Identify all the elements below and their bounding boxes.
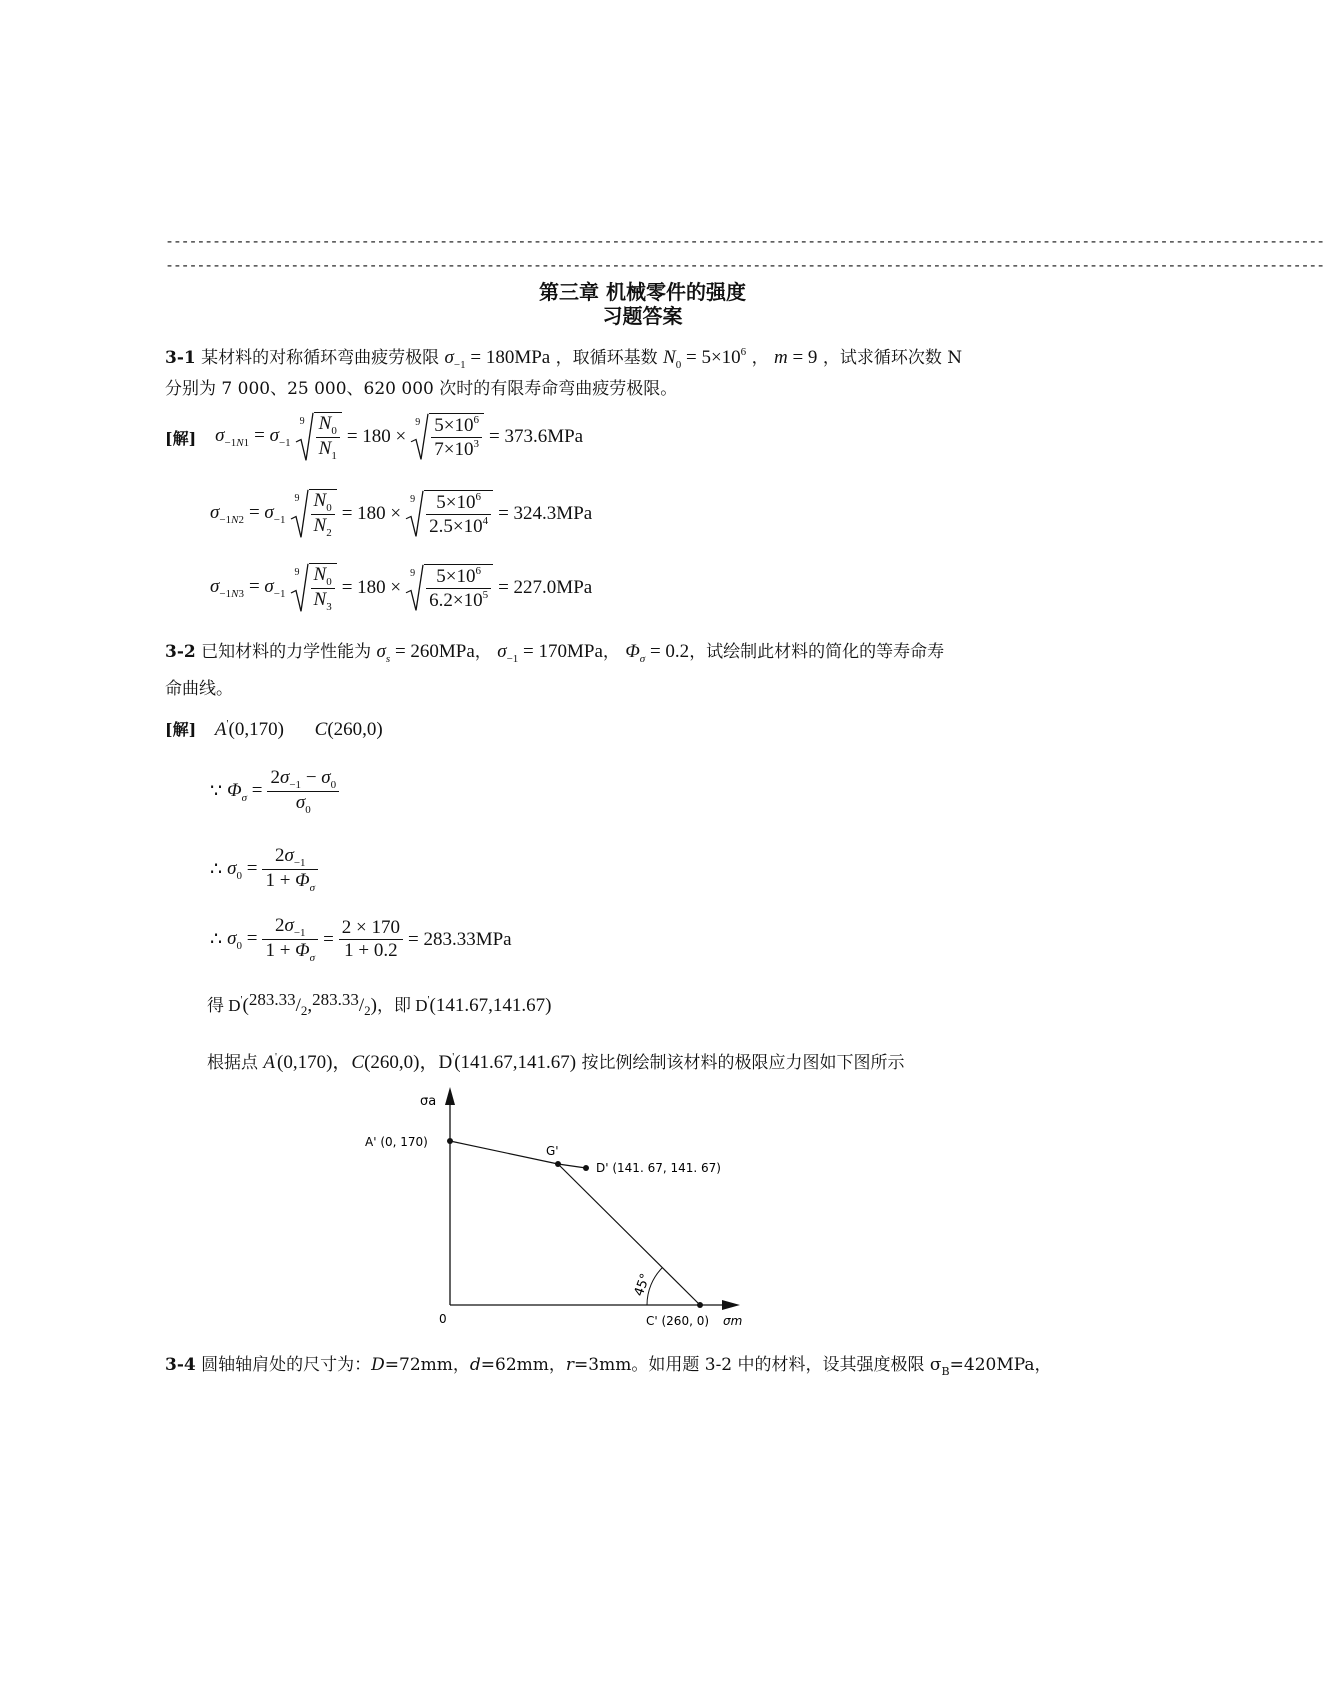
chapter-title: 第三章 机械零件的强度 — [539, 280, 746, 304]
solution-3-2-points: [解] A'(0,170) C(260,0) — [165, 718, 383, 740]
result: = 227.0MPa — [498, 577, 593, 598]
point-d-line: 得 $D'(283.33/_2,283.33/_2)$，即 D'(141.67,141.67) — [207, 990, 552, 1018]
text: 已知材料的力学性能为 — [201, 642, 372, 662]
problem-label: 3-4 — [165, 1355, 196, 1375]
text: ，试求循环次数 N — [822, 348, 963, 368]
ninth-root: 9 $\frac{5\times 10^6}{7\times 10^3}$ — [411, 413, 484, 461]
subtitle: 习题答案 — [602, 304, 683, 328]
exponent: 6 — [740, 346, 747, 358]
text: 某材料的对称循环弯曲疲劳极限 — [201, 348, 440, 368]
coefficient: = 180 × — [341, 503, 402, 524]
problem-3-4-line1: 3-4 圆轴轴肩处的尺寸为：D=72mm，d=62mm，r=3mm。如用题 3-2 中的材料，设其强度极限 $\sigma_B=420MPa$， — [165, 1355, 1052, 1378]
x-axis-label: σm — [723, 1314, 743, 1328]
angle-label: 45° — [631, 1271, 654, 1299]
origin-label: 0 — [439, 1312, 447, 1326]
ninth-root: 9 $\frac{N_0}{N_2}$ — [291, 489, 337, 539]
x-axis-arrow — [722, 1300, 740, 1310]
problem-label: 3-2 — [165, 642, 196, 662]
point-g-label: G' — [546, 1144, 559, 1158]
point-a — [447, 1138, 453, 1144]
separator-line: ---------------------------------------------------------------------------------------------------------------------------------------------------- — [165, 232, 1324, 250]
equation-3: $\sigma_{-1N3}$ = $\sigma_{-1}$ 9 $\frac{N_0}{N_3}$ = 180 × 9 $\frac{5\times 10^6}{6.2\times 10^5}$ = 227.0MPa — [210, 564, 593, 613]
y-axis-arrow — [445, 1087, 455, 1105]
problem-3-2-line1: 3-2 已知材料的力学性能为 $\sigma_s = 260MPa$， $\sigma_{-1} = 170MPa$， $\Phi_\sigma = 0.2$，试绘制此材料的简化的等寿命寿 — [165, 641, 945, 665]
phi-formula: ∵ $\Phi_\sigma$ = $\frac{2\sigma_{-1} - \sigma_0}{\sigma_0}$ — [210, 767, 339, 816]
point-c-label: C' (260, 0) — [646, 1314, 710, 1328]
ninth-root: 9 $\frac{N_0}{N_3}$ — [291, 563, 337, 613]
coefficient: = 180 × — [341, 577, 402, 598]
math-value: = 9 — [792, 347, 818, 368]
problem-3-2-line2: 命曲线。 — [165, 679, 233, 699]
sigma0-result: ∴ $\sigma_0$ = $\frac{2\sigma_{-1}}{1 + \Phi_\sigma}$ = $\frac{2 \times 170}{1 + 0.2}$ = 283.33MPa — [210, 915, 512, 964]
plot-instruction: 根据点 A'(0,170)，C(260,0)，D'(141.67,141.67) 按比例绘制该材料的极限应力图如下图所示 — [207, 1051, 905, 1073]
line-a-g — [450, 1141, 558, 1164]
point-d-label: D' (141. 67, 141. 67) — [596, 1161, 721, 1175]
ninth-root: 9 $\frac{N_0}{N_1}$ — [296, 412, 342, 462]
math-value: = 180MPa — [470, 347, 551, 368]
solution-label: [解] — [165, 428, 197, 448]
coefficient: = 180 × — [346, 426, 407, 447]
math-value: = 5×10 — [685, 347, 741, 368]
problem-3-1-line1: 3-1 某材料的对称循环弯曲疲劳极限 $\sigma_{-1} = 180MPa$ ，取循环基数 $N_0 = 5\times 10^6$ ， m = 9 ，试求循环次数 N — [165, 346, 963, 371]
equation-1: [解] $\sigma_{-1N1}$ = $\sigma_{-1}$ 9 $\frac{N_0}{N_1}$ = 180 × 9 $\frac{5\times 10^6}{7\times 10^3}$ = 373.6MPa — [165, 413, 584, 462]
problem-3-1-line2: 分别为 7 000、25 000、620 000 次时的有限寿命弯曲疲劳极限。 — [165, 379, 678, 399]
point-a-label: A' (0, 170) — [365, 1135, 428, 1149]
point-c — [697, 1302, 703, 1308]
text: ， — [751, 348, 769, 368]
sigma0-formula: ∴ $\sigma_0$ = $\frac{2\sigma_{-1}}{1 + \Phi_\sigma}$ — [210, 845, 318, 894]
separator-line: ---------------------------------------------------------------------------------------------------------------------------------------------------- — [165, 256, 1324, 274]
problem-label: 3-1 — [165, 348, 196, 368]
line-g-c — [558, 1164, 700, 1305]
result: = 373.6MPa — [489, 426, 584, 447]
ninth-root: 9 $\frac{5\times 10^6}{6.2\times 10^5}$ — [406, 564, 493, 612]
limit-stress-diagram — [360, 1085, 780, 1335]
solution-label: [解] — [165, 720, 197, 739]
point-d — [583, 1165, 589, 1171]
y-axis-label: σa — [420, 1094, 437, 1109]
result: = 324.3MPa — [498, 503, 593, 524]
point-g — [555, 1161, 561, 1167]
equation-2: $\sigma_{-1N2}$ = $\sigma_{-1}$ 9 $\frac{N_0}{N_2}$ = 180 × 9 $\frac{5\times 10^6}{2.5\times 10^4}$ = 324.3MPa — [210, 490, 593, 539]
text: ，试绘制此材料的简化的等寿命寿 — [689, 642, 945, 662]
result: = 283.33MPa — [408, 928, 512, 950]
ninth-root: 9 $\frac{5\times 10^6}{2.5\times 10^4}$ — [406, 490, 493, 538]
text: ，取循环基数 — [555, 348, 658, 368]
